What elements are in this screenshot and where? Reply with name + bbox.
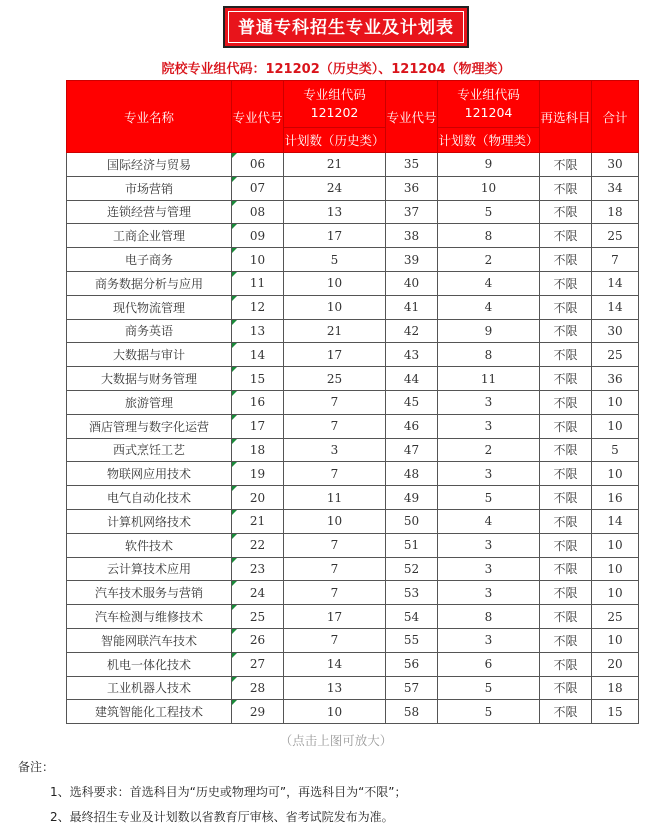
code-physics-cell: 47 [386,438,438,462]
total-cell: 14 [592,509,639,533]
code-history-cell: 09 [232,224,284,248]
code-history-cell: 18 [232,438,284,462]
major-name-cell: 现代物流管理 [67,295,232,319]
header-group-history-label: 专业组代码 [303,87,366,102]
plan-physics-cell: 3 [438,557,540,581]
code-physics-cell: 43 [386,343,438,367]
total-cell: 25 [592,343,639,367]
major-name-cell: 市场营销 [67,176,232,200]
plan-history-cell: 7 [284,581,386,605]
table-body [67,153,639,724]
table-row [67,438,639,462]
note-item: 1、选科要求：首选科目为“历史或物理均可”，再选科目为“不限”； [50,785,407,799]
plan-physics-cell: 10 [438,176,540,200]
subject-cell: 不限 [540,581,592,605]
plan-physics-cell: 3 [438,628,540,652]
plan-history-cell: 10 [284,271,386,295]
total-cell: 5 [592,438,639,462]
plan-physics-cell: 8 [438,605,540,629]
page-title: 普通专科招生专业及计划表 [228,11,464,43]
table-row [67,557,639,581]
major-name-cell: 大数据与审计 [67,343,232,367]
code-physics-cell: 58 [386,700,438,724]
major-name-cell: 物联网应用技术 [67,462,232,486]
table-row [67,414,639,438]
table-row [67,676,639,700]
plan-physics-cell: 3 [438,533,540,557]
total-cell: 10 [592,557,639,581]
major-name-cell: 汽车技术服务与营销 [67,581,232,605]
code-physics-cell: 37 [386,200,438,224]
code-physics-cell: 52 [386,557,438,581]
total-cell: 14 [592,271,639,295]
plan-physics-cell: 2 [438,438,540,462]
plan-physics-cell: 4 [438,271,540,295]
header-group-physics-code: 121204 [464,105,513,120]
table-row [67,581,639,605]
total-cell: 30 [592,153,639,177]
code-physics-cell: 57 [386,676,438,700]
major-name-cell: 商务数据分析与应用 [67,271,232,295]
code-history-cell: 19 [232,462,284,486]
title-banner [223,6,469,48]
major-name-cell: 旅游管理 [67,390,232,414]
plan-physics-cell: 3 [438,462,540,486]
plan-history-cell: 10 [284,700,386,724]
code-history-cell: 28 [232,676,284,700]
code-physics-cell: 45 [386,390,438,414]
code-history-cell: 16 [232,390,284,414]
plan-history-cell: 21 [284,153,386,177]
code-physics-cell: 38 [386,224,438,248]
code-history-cell: 20 [232,486,284,510]
plan-physics-cell: 6 [438,652,540,676]
notes-section [18,758,407,833]
code-history-cell: 11 [232,271,284,295]
table-row [67,295,639,319]
total-cell: 25 [592,605,639,629]
code-history-cell: 06 [232,153,284,177]
total-cell: 36 [592,367,639,391]
table-row [67,176,639,200]
code-physics-cell: 54 [386,605,438,629]
code-physics-cell: 48 [386,462,438,486]
group-code-subtitle: 院校专业组代码：121202（历史类）、121204（物理类） [161,62,511,77]
major-name-cell: 云计算技术应用 [67,557,232,581]
subject-cell: 不限 [540,628,592,652]
total-cell: 18 [592,676,639,700]
header-code-physics: 专业代号 [386,81,438,153]
major-name-cell: 商务英语 [67,319,232,343]
plan-history-cell: 24 [284,176,386,200]
code-physics-cell: 39 [386,248,438,272]
total-cell: 20 [592,652,639,676]
plan-physics-cell: 8 [438,224,540,248]
major-name-cell: 连锁经营与管理 [67,200,232,224]
table-row [67,652,639,676]
notes-heading: 备注： [18,760,55,774]
plan-history-cell: 13 [284,200,386,224]
table-row [67,248,639,272]
code-history-cell: 23 [232,557,284,581]
subject-cell: 不限 [540,462,592,486]
table-row [67,462,639,486]
plan-history-cell: 11 [284,486,386,510]
total-cell: 18 [592,200,639,224]
major-name-cell: 汽车检测与维修技术 [67,605,232,629]
zoom-caption[interactable]: （点击上图可放大） [279,733,393,748]
plan-history-cell: 7 [284,462,386,486]
code-physics-cell: 44 [386,367,438,391]
plan-physics-cell: 9 [438,319,540,343]
major-name-cell: 计算机网络技术 [67,509,232,533]
code-physics-cell: 36 [386,176,438,200]
total-cell: 10 [592,462,639,486]
major-name-cell: 机电一体化技术 [67,652,232,676]
plan-history-cell: 17 [284,224,386,248]
table-row [67,224,639,248]
code-history-cell: 29 [232,700,284,724]
plan-history-cell: 5 [284,248,386,272]
plan-history-cell: 21 [284,319,386,343]
plan-physics-cell: 5 [438,676,540,700]
code-physics-cell: 53 [386,581,438,605]
table-row [67,486,639,510]
code-physics-cell: 55 [386,628,438,652]
table-row [67,271,639,295]
table-row [67,319,639,343]
header-plan-physics: 计划数（物理类） [438,128,540,153]
total-cell: 14 [592,295,639,319]
major-name-cell: 建筑智能化工程技术 [67,700,232,724]
major-name-cell: 工商企业管理 [67,224,232,248]
total-cell: 10 [592,414,639,438]
code-physics-cell: 50 [386,509,438,533]
plan-physics-cell: 3 [438,581,540,605]
plan-physics-cell: 3 [438,390,540,414]
major-name-cell: 西式烹饪工艺 [67,438,232,462]
code-history-cell: 07 [232,176,284,200]
header-plan-history: 计划数（历史类） [284,128,386,153]
plan-history-cell: 7 [284,533,386,557]
total-cell: 16 [592,486,639,510]
subject-cell: 不限 [540,509,592,533]
plan-history-cell: 10 [284,295,386,319]
subject-cell: 不限 [540,343,592,367]
subject-cell: 不限 [540,224,592,248]
table-row [67,367,639,391]
subject-cell: 不限 [540,486,592,510]
code-history-cell: 17 [232,414,284,438]
code-history-cell: 25 [232,605,284,629]
plan-physics-cell: 11 [438,367,540,391]
code-physics-cell: 49 [386,486,438,510]
major-name-cell: 电子商务 [67,248,232,272]
major-name-cell: 智能网联汽车技术 [67,628,232,652]
plan-physics-cell: 4 [438,295,540,319]
table-row [67,153,639,177]
total-cell: 7 [592,248,639,272]
subject-cell: 不限 [540,700,592,724]
code-history-cell: 08 [232,200,284,224]
plan-history-cell: 17 [284,343,386,367]
subject-cell: 不限 [540,319,592,343]
header-group-physics-label: 专业组代码 [457,87,520,102]
code-physics-cell: 40 [386,271,438,295]
total-cell: 10 [592,628,639,652]
code-history-cell: 27 [232,652,284,676]
total-cell: 10 [592,390,639,414]
total-cell: 25 [592,224,639,248]
total-cell: 30 [592,319,639,343]
code-physics-cell: 56 [386,652,438,676]
code-history-cell: 15 [232,367,284,391]
total-cell: 10 [592,581,639,605]
subject-cell: 不限 [540,271,592,295]
table-row [67,343,639,367]
major-name-cell: 大数据与财务管理 [67,367,232,391]
header-group-history [284,81,386,128]
total-cell: 34 [592,176,639,200]
code-physics-cell: 46 [386,414,438,438]
plan-physics-cell: 3 [438,414,540,438]
major-name-cell: 软件技术 [67,533,232,557]
code-physics-cell: 51 [386,533,438,557]
plan-physics-cell: 5 [438,200,540,224]
header-code-history: 专业代号 [232,81,284,153]
total-cell: 15 [592,700,639,724]
plan-physics-cell: 5 [438,486,540,510]
plan-history-cell: 7 [284,414,386,438]
plan-history-cell: 3 [284,438,386,462]
major-name-cell: 国际经济与贸易 [67,153,232,177]
total-cell: 10 [592,533,639,557]
subject-cell: 不限 [540,295,592,319]
plan-physics-cell: 5 [438,700,540,724]
subject-cell: 不限 [540,153,592,177]
note-item: 2、最终招生专业及计划数以省教育厅审核、省考试院发布为准。 [50,810,394,824]
subject-cell: 不限 [540,605,592,629]
plan-history-cell: 14 [284,652,386,676]
code-history-cell: 13 [232,319,284,343]
plan-history-cell: 13 [284,676,386,700]
code-physics-cell: 35 [386,153,438,177]
plan-history-cell: 7 [284,390,386,414]
code-history-cell: 14 [232,343,284,367]
code-history-cell: 24 [232,581,284,605]
header-subject: 再选科目 [540,81,592,153]
header-total: 合计 [592,81,639,153]
major-name-cell: 工业机器人技术 [67,676,232,700]
plan-physics-cell: 9 [438,153,540,177]
major-name-cell: 酒店管理与数字化运营 [67,414,232,438]
code-history-cell: 22 [232,533,284,557]
subject-cell: 不限 [540,414,592,438]
subject-cell: 不限 [540,533,592,557]
plan-physics-cell: 2 [438,248,540,272]
table-row [67,200,639,224]
subject-cell: 不限 [540,248,592,272]
plan-history-cell: 17 [284,605,386,629]
code-physics-cell: 42 [386,319,438,343]
table-row [67,628,639,652]
plan-history-cell: 25 [284,367,386,391]
header-group-physics [438,81,540,128]
plan-physics-cell: 8 [438,343,540,367]
table-row [67,390,639,414]
code-history-cell: 26 [232,628,284,652]
subject-cell: 不限 [540,176,592,200]
subject-cell: 不限 [540,390,592,414]
code-history-cell: 21 [232,509,284,533]
plan-physics-cell: 4 [438,509,540,533]
plan-history-cell: 7 [284,628,386,652]
code-physics-cell: 41 [386,295,438,319]
subject-cell: 不限 [540,367,592,391]
plan-history-cell: 7 [284,557,386,581]
table-row [67,700,639,724]
table-row [67,509,639,533]
subject-cell: 不限 [540,200,592,224]
subject-cell: 不限 [540,557,592,581]
subject-cell: 不限 [540,438,592,462]
table-header-row [67,81,639,128]
code-history-cell: 10 [232,248,284,272]
table-row [67,533,639,557]
enrollment-plan-table [66,80,639,724]
header-group-history-code: 121202 [310,105,359,120]
header-major-name: 专业名称 [67,81,232,153]
subject-cell: 不限 [540,652,592,676]
plan-history-cell: 10 [284,509,386,533]
table-row [67,605,639,629]
major-name-cell: 电气自动化技术 [67,486,232,510]
subject-cell: 不限 [540,676,592,700]
code-history-cell: 12 [232,295,284,319]
